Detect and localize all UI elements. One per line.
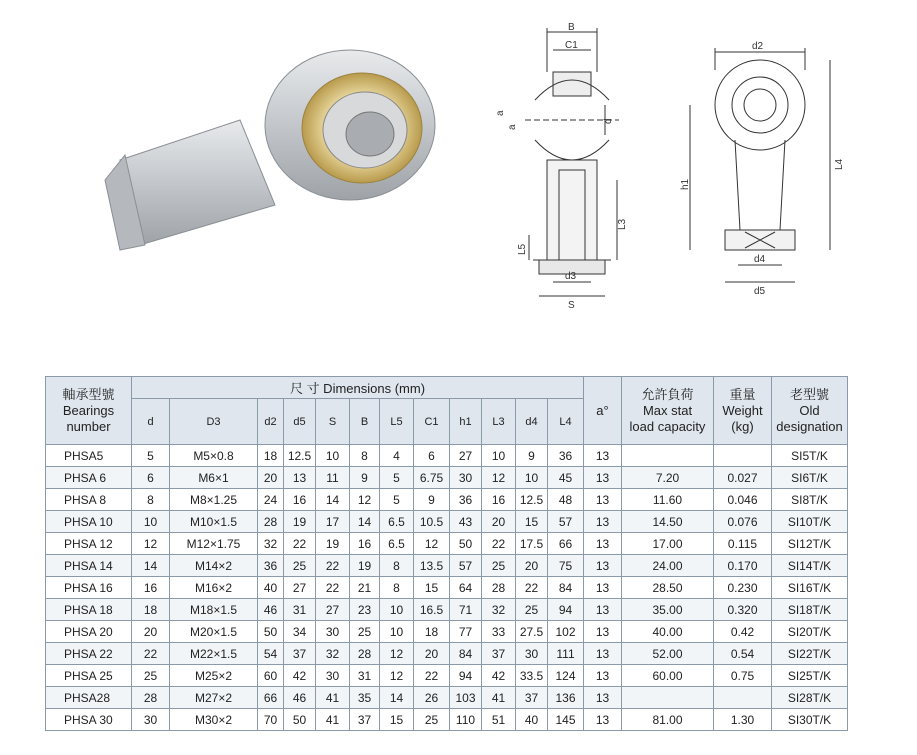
- cell-l3: 20: [482, 511, 516, 533]
- cell-load: 17.00: [622, 533, 714, 555]
- cell-c1: 26: [414, 687, 450, 709]
- cell-s: 11: [316, 467, 350, 489]
- cell-old: SI12T/K: [772, 533, 848, 555]
- cell-h1: 103: [450, 687, 482, 709]
- cell-angle: 13: [584, 643, 622, 665]
- cell-old: SI16T/K: [772, 577, 848, 599]
- cell-b: 28: [350, 643, 380, 665]
- section-drawing: [495, 20, 635, 310]
- cell-load: 7.20: [622, 467, 714, 489]
- header-old-designation: 老型號 Old designation: [772, 377, 848, 445]
- cell-load: 52.00: [622, 643, 714, 665]
- cell-old: SI30T/K: [772, 709, 848, 731]
- cell-l4: 94: [548, 599, 584, 621]
- cell-c1: 15: [414, 577, 450, 599]
- label-d4: d4: [754, 254, 766, 265]
- cell-b: 9: [350, 467, 380, 489]
- cell-l3: 32: [482, 599, 516, 621]
- cell-model: PHSA 14: [46, 555, 132, 577]
- cell-load: 11.60: [622, 489, 714, 511]
- cell-angle: 13: [584, 489, 622, 511]
- label-l4: L4: [834, 158, 845, 170]
- cell-l5: 15: [380, 709, 414, 731]
- rod-end-photo: [100, 30, 440, 260]
- cell-d: 18: [132, 599, 170, 621]
- cell-s: 10: [316, 445, 350, 467]
- cell-d4: 9: [516, 445, 548, 467]
- cell-d: 16: [132, 577, 170, 599]
- cell-d: 10: [132, 511, 170, 533]
- cell-d2: 54: [258, 643, 284, 665]
- cell-old: SI14T/K: [772, 555, 848, 577]
- cell-s: 19: [316, 533, 350, 555]
- cell-d3: M6×1: [170, 467, 258, 489]
- cell-c1: 22: [414, 665, 450, 687]
- cell-h1: 77: [450, 621, 482, 643]
- cell-d5: 25: [284, 555, 316, 577]
- header-angle: a°: [584, 377, 622, 445]
- header-weight: 重量 Weight (kg): [714, 377, 772, 445]
- cell-old: SI22T/K: [772, 643, 848, 665]
- cell-d2: 28: [258, 511, 284, 533]
- col-d: d: [132, 399, 170, 445]
- cell-weight: 0.75: [714, 665, 772, 687]
- cell-d4: 25: [516, 599, 548, 621]
- cell-l5: 10: [380, 621, 414, 643]
- cell-d4: 30: [516, 643, 548, 665]
- table-row: [46, 621, 848, 643]
- table-row: [46, 709, 848, 731]
- cell-l5: 5: [380, 489, 414, 511]
- cell-weight: 0.046: [714, 489, 772, 511]
- cell-l5: 6.5: [380, 533, 414, 555]
- col-s: S: [316, 399, 350, 445]
- cell-weight: 0.115: [714, 533, 772, 555]
- cell-l4: 145: [548, 709, 584, 731]
- cell-load: 28.50: [622, 577, 714, 599]
- cell-d5: 37: [284, 643, 316, 665]
- cell-l3: 22: [482, 533, 516, 555]
- cell-s: 30: [316, 621, 350, 643]
- cell-model: PHSA5: [46, 445, 132, 467]
- cell-s: 14: [316, 489, 350, 511]
- col-l5: L5: [380, 399, 414, 445]
- cell-weight: [714, 445, 772, 467]
- cell-d5: 42: [284, 665, 316, 687]
- table-row: [46, 599, 848, 621]
- cell-weight: 0.076: [714, 511, 772, 533]
- cell-d4: 37: [516, 687, 548, 709]
- cell-d: 14: [132, 555, 170, 577]
- cell-model: PHSA 22: [46, 643, 132, 665]
- cell-l3: 51: [482, 709, 516, 731]
- cell-d5: 31: [284, 599, 316, 621]
- header-dimensions: 尺 寸 Dimensions (mm): [132, 377, 584, 399]
- cell-d: 25: [132, 665, 170, 687]
- cell-d2: 20: [258, 467, 284, 489]
- cell-l3: 10: [482, 445, 516, 467]
- cell-model: PHSA 10: [46, 511, 132, 533]
- cell-weight: 1.30: [714, 709, 772, 731]
- col-d3: D3: [170, 399, 258, 445]
- cell-c1: 6: [414, 445, 450, 467]
- table-row: [46, 555, 848, 577]
- cell-d: 12: [132, 533, 170, 555]
- cell-b: 31: [350, 665, 380, 687]
- cell-b: 37: [350, 709, 380, 731]
- col-b: B: [350, 399, 380, 445]
- cell-l5: 8: [380, 555, 414, 577]
- cell-h1: 57: [450, 555, 482, 577]
- table-row: [46, 467, 848, 489]
- cell-d: 6: [132, 467, 170, 489]
- cell-d3: M8×1.25: [170, 489, 258, 511]
- cell-l5: 12: [380, 643, 414, 665]
- label-s: S: [568, 300, 575, 310]
- cell-l4: 111: [548, 643, 584, 665]
- col-l4: L4: [548, 399, 584, 445]
- cell-b: 8: [350, 445, 380, 467]
- cell-d2: 18: [258, 445, 284, 467]
- cell-d3: M25×2: [170, 665, 258, 687]
- cell-c1: 10.5: [414, 511, 450, 533]
- table-row: [46, 533, 848, 555]
- cell-s: 41: [316, 687, 350, 709]
- cell-angle: 13: [584, 577, 622, 599]
- cell-b: 21: [350, 577, 380, 599]
- cell-d: 28: [132, 687, 170, 709]
- cell-c1: 13.5: [414, 555, 450, 577]
- cell-l4: 75: [548, 555, 584, 577]
- col-h1: h1: [450, 399, 482, 445]
- table-row: [46, 511, 848, 533]
- cell-l5: 12: [380, 665, 414, 687]
- cell-d2: 70: [258, 709, 284, 731]
- cell-l3: 37: [482, 643, 516, 665]
- cell-old: SI20T/K: [772, 621, 848, 643]
- header-load: 允許負荷 Max stat load capacity: [622, 377, 714, 445]
- cell-weight: 0.027: [714, 467, 772, 489]
- figure-area: [0, 0, 917, 360]
- label-h1: h1: [680, 178, 691, 190]
- table-row: [46, 489, 848, 511]
- cell-model: PHSA 25: [46, 665, 132, 687]
- cell-model: PHSA 18: [46, 599, 132, 621]
- cell-d5: 19: [284, 511, 316, 533]
- cell-model: PHSA 6: [46, 467, 132, 489]
- cell-l4: 124: [548, 665, 584, 687]
- cell-h1: 50: [450, 533, 482, 555]
- cell-old: SI18T/K: [772, 599, 848, 621]
- cell-old: SI6T/K: [772, 467, 848, 489]
- cell-d: 20: [132, 621, 170, 643]
- cell-s: 17: [316, 511, 350, 533]
- cell-model: PHSA 16: [46, 577, 132, 599]
- cell-b: 14: [350, 511, 380, 533]
- cell-l3: 41: [482, 687, 516, 709]
- cell-l4: 84: [548, 577, 584, 599]
- cell-l3: 42: [482, 665, 516, 687]
- cell-d4: 27.5: [516, 621, 548, 643]
- cell-h1: 71: [450, 599, 482, 621]
- cell-d4: 20: [516, 555, 548, 577]
- cell-s: 32: [316, 643, 350, 665]
- cell-b: 19: [350, 555, 380, 577]
- cell-d2: 40: [258, 577, 284, 599]
- cell-l5: 8: [380, 577, 414, 599]
- cell-d3: M12×1.75: [170, 533, 258, 555]
- col-c1: C1: [414, 399, 450, 445]
- cell-c1: 6.75: [414, 467, 450, 489]
- cell-weight: [714, 687, 772, 709]
- cell-d4: 10: [516, 467, 548, 489]
- cell-angle: 13: [584, 709, 622, 731]
- cell-l4: 57: [548, 511, 584, 533]
- cell-load: 35.00: [622, 599, 714, 621]
- cell-load: 81.00: [622, 709, 714, 731]
- cell-model: PHSA 12: [46, 533, 132, 555]
- cell-l4: 102: [548, 621, 584, 643]
- table-row: [46, 665, 848, 687]
- cell-d3: M14×2: [170, 555, 258, 577]
- cell-weight: 0.42: [714, 621, 772, 643]
- header-bearing-number: 軸承型號 Bearings number: [46, 377, 132, 445]
- cell-d2: 46: [258, 599, 284, 621]
- cell-d4: 40: [516, 709, 548, 731]
- cell-l4: 66: [548, 533, 584, 555]
- cell-d2: 50: [258, 621, 284, 643]
- cell-d2: 36: [258, 555, 284, 577]
- label-a-lower: a: [507, 124, 518, 130]
- cell-model: PHSA 20: [46, 621, 132, 643]
- table-body: [46, 445, 848, 731]
- cell-c1: 18: [414, 621, 450, 643]
- cell-h1: 30: [450, 467, 482, 489]
- label-d2: d2: [752, 41, 764, 52]
- cell-l3: 33: [482, 621, 516, 643]
- cell-c1: 9: [414, 489, 450, 511]
- cell-d4: 33.5: [516, 665, 548, 687]
- cell-load: 60.00: [622, 665, 714, 687]
- cell-s: 41: [316, 709, 350, 731]
- cell-d5: 22: [284, 533, 316, 555]
- cell-angle: 13: [584, 599, 622, 621]
- cell-d3: M27×2: [170, 687, 258, 709]
- cell-old: SI5T/K: [772, 445, 848, 467]
- cell-d3: M18×1.5: [170, 599, 258, 621]
- cell-d5: 16: [284, 489, 316, 511]
- cell-l5: 10: [380, 599, 414, 621]
- cell-angle: 13: [584, 467, 622, 489]
- cell-h1: 110: [450, 709, 482, 731]
- cell-l4: 136: [548, 687, 584, 709]
- specification-table: [45, 376, 848, 731]
- front-drawing: [680, 40, 860, 300]
- table-row: [46, 687, 848, 709]
- cell-d: 5: [132, 445, 170, 467]
- cell-l3: 16: [482, 489, 516, 511]
- col-d4: d4: [516, 399, 548, 445]
- cell-d5: 50: [284, 709, 316, 731]
- cell-d4: 15: [516, 511, 548, 533]
- label-a-upper: a: [495, 110, 506, 116]
- cell-b: 12: [350, 489, 380, 511]
- cell-d4: 17.5: [516, 533, 548, 555]
- table-row: [46, 643, 848, 665]
- cell-weight: 0.320: [714, 599, 772, 621]
- cell-d5: 27: [284, 577, 316, 599]
- cell-h1: 94: [450, 665, 482, 687]
- cell-d: 8: [132, 489, 170, 511]
- cell-load: 14.50: [622, 511, 714, 533]
- cell-d3: M10×1.5: [170, 511, 258, 533]
- cell-d3: M22×1.5: [170, 643, 258, 665]
- cell-d2: 66: [258, 687, 284, 709]
- cell-d2: 60: [258, 665, 284, 687]
- cell-d3: M30×2: [170, 709, 258, 731]
- cell-weight: 0.54: [714, 643, 772, 665]
- cell-b: 16: [350, 533, 380, 555]
- cell-angle: 13: [584, 687, 622, 709]
- cell-l5: 5: [380, 467, 414, 489]
- cell-b: 23: [350, 599, 380, 621]
- cell-c1: 20: [414, 643, 450, 665]
- cell-b: 35: [350, 687, 380, 709]
- cell-l5: 14: [380, 687, 414, 709]
- cell-c1: 12: [414, 533, 450, 555]
- label-d5: d5: [754, 286, 766, 297]
- cell-d5: 46: [284, 687, 316, 709]
- label-d: d: [603, 118, 614, 124]
- cell-c1: 25: [414, 709, 450, 731]
- cell-h1: 36: [450, 489, 482, 511]
- cell-l3: 12: [482, 467, 516, 489]
- cell-load: [622, 445, 714, 467]
- cell-d4: 22: [516, 577, 548, 599]
- cell-model: PHSA 30: [46, 709, 132, 731]
- label-l5: L5: [517, 243, 528, 255]
- cell-s: 30: [316, 665, 350, 687]
- cell-weight: 0.230: [714, 577, 772, 599]
- cell-load: [622, 687, 714, 709]
- col-d5: d5: [284, 399, 316, 445]
- cell-l5: 4: [380, 445, 414, 467]
- cell-d3: M5×0.8: [170, 445, 258, 467]
- cell-h1: 64: [450, 577, 482, 599]
- label-b: B: [568, 22, 575, 33]
- cell-d: 22: [132, 643, 170, 665]
- cell-old: SI10T/K: [772, 511, 848, 533]
- cell-s: 22: [316, 555, 350, 577]
- cell-d: 30: [132, 709, 170, 731]
- cell-angle: 13: [584, 511, 622, 533]
- cell-s: 27: [316, 599, 350, 621]
- cell-model: PHSA 8: [46, 489, 132, 511]
- cell-angle: 13: [584, 533, 622, 555]
- cell-load: 40.00: [622, 621, 714, 643]
- label-c1: C1: [565, 40, 578, 51]
- col-l3: L3: [482, 399, 516, 445]
- cell-c1: 16.5: [414, 599, 450, 621]
- cell-old: SI8T/K: [772, 489, 848, 511]
- cell-d3: M20×1.5: [170, 621, 258, 643]
- cell-old: SI25T/K: [772, 665, 848, 687]
- cell-model: PHSA28: [46, 687, 132, 709]
- cell-d2: 24: [258, 489, 284, 511]
- cell-b: 25: [350, 621, 380, 643]
- cell-l3: 25: [482, 555, 516, 577]
- cell-l3: 28: [482, 577, 516, 599]
- cell-d2: 32: [258, 533, 284, 555]
- cell-d5: 13: [284, 467, 316, 489]
- cell-d5: 34: [284, 621, 316, 643]
- cell-old: SI28T/K: [772, 687, 848, 709]
- cell-load: 24.00: [622, 555, 714, 577]
- cell-angle: 13: [584, 621, 622, 643]
- cell-l4: 36: [548, 445, 584, 467]
- cell-l4: 48: [548, 489, 584, 511]
- cell-weight: 0.170: [714, 555, 772, 577]
- label-d3: d3: [565, 271, 577, 282]
- cell-d4: 12.5: [516, 489, 548, 511]
- cell-h1: 27: [450, 445, 482, 467]
- cell-angle: 13: [584, 665, 622, 687]
- table-row: [46, 445, 848, 467]
- cell-l4: 45: [548, 467, 584, 489]
- cell-l5: 6.5: [380, 511, 414, 533]
- col-d2: d2: [258, 399, 284, 445]
- cell-d3: M16×2: [170, 577, 258, 599]
- cell-angle: 13: [584, 555, 622, 577]
- cell-angle: 13: [584, 445, 622, 467]
- cell-h1: 84: [450, 643, 482, 665]
- label-l3: L3: [617, 218, 628, 230]
- cell-d5: 12.5: [284, 445, 316, 467]
- cell-h1: 43: [450, 511, 482, 533]
- cell-s: 22: [316, 577, 350, 599]
- table-row: [46, 577, 848, 599]
